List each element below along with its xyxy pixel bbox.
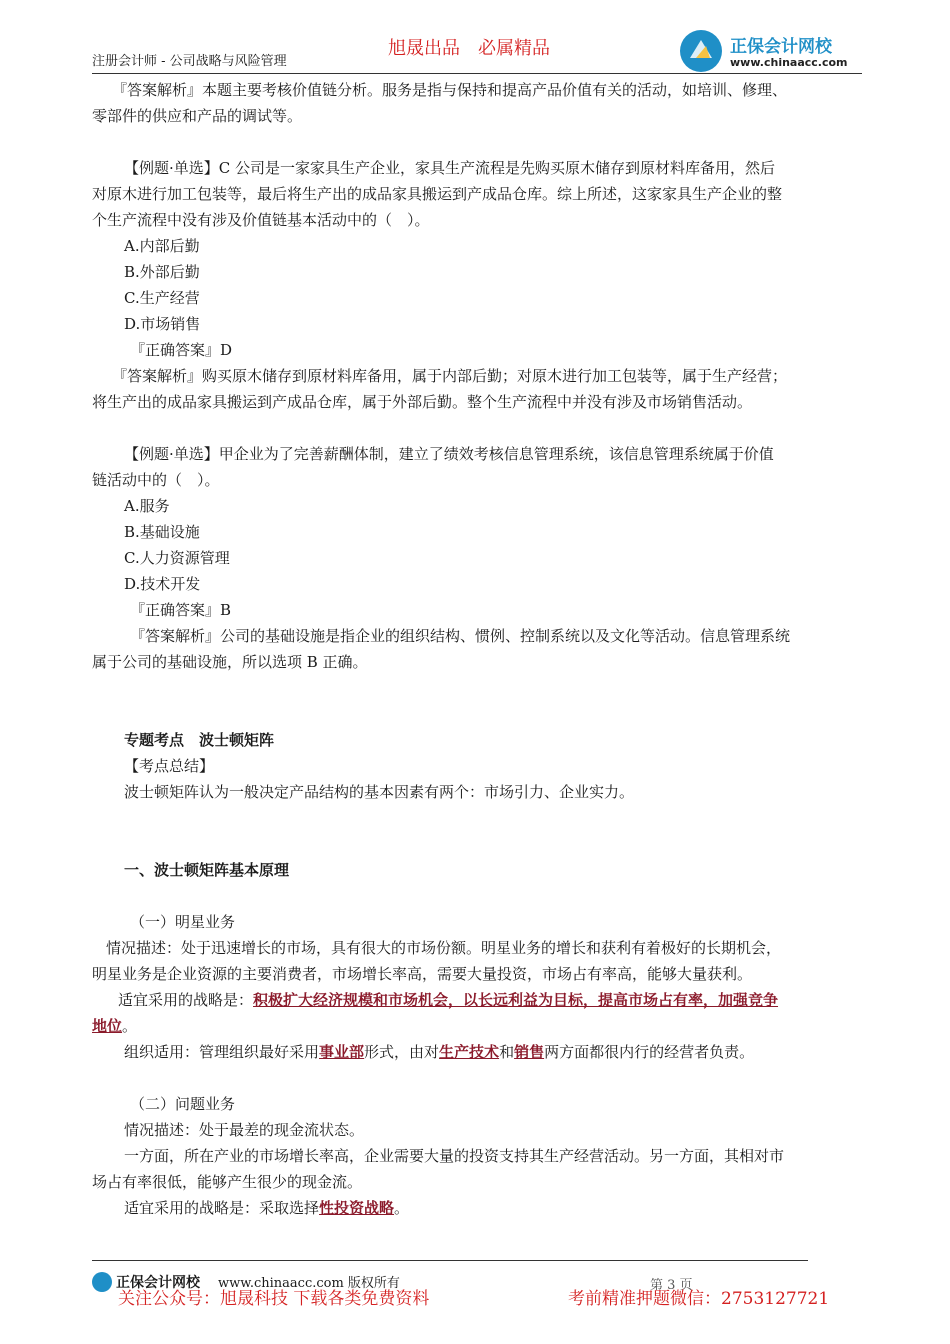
question-2-explanation: 『答案解析』公司的基础设施是指企业的组织结构、惯例、控制系统以及文化等活动。信息管理系统 — [130, 627, 791, 645]
strategy-highlight: 积极扩大经济规模和市场机会，以长远利益为目标，提高市场占有率，加强竞争 — [253, 991, 779, 1009]
topic-title: 专题考点 波士顿矩阵 — [124, 731, 275, 749]
question-2-stem-2: 链活动中的（ ）。 — [92, 471, 220, 489]
question-business-desc: 情况描述：处于最差的现金流状态。 — [124, 1121, 365, 1139]
brand-logo — [680, 30, 870, 74]
question-1-option-d: D.市场销售 — [124, 315, 201, 333]
footer-brand: 正保会计网校 — [116, 1275, 200, 1291]
question-2-option-a: A.服务 — [124, 497, 170, 515]
org-highlight-division: 事业部 — [319, 1043, 365, 1061]
q-strategy-label: 适宜采用的战略是：采取选择 — [124, 1199, 320, 1217]
topic-summary: 波士顿矩阵认为一般决定产品结构的基本因素有两个：市场引力、企业实力。 — [124, 783, 635, 801]
strategy-label: 适宜采用的战略是： — [118, 991, 254, 1009]
footer-promo-left[interactable]: 关注公众号：旭晟科技 下载各类免费资料 — [118, 1289, 430, 1309]
footer-promo-right[interactable]: 考前精准押题微信：2753127721 — [568, 1289, 830, 1309]
org-highlight-tech: 生产技术 — [439, 1043, 500, 1061]
question-1-option-a: A.内部后勤 — [124, 237, 200, 255]
question-business-desc-3: 场占有率很低，能够产生很少的现金流。 — [92, 1173, 363, 1191]
star-business-org — [124, 1042, 754, 1062]
question-2-option-c: C.人力资源管理 — [124, 549, 230, 567]
header-doc-title: 注册会计师 - 公司战略与风险管理 — [92, 54, 287, 69]
question-1-explanation: 『答案解析』购买原木储存到原材料库备用，属于内部后勤；对原木进行加工包装等，属于生产经营； — [112, 367, 788, 385]
org-end: 两方面都很内行的经营者负责。 — [544, 1043, 755, 1061]
question-1-option-c: C.生产经营 — [124, 289, 200, 307]
footer-page-number: 第 3 页 — [650, 1278, 693, 1293]
header-slogan: 旭晟出品 必属精品 — [388, 38, 550, 59]
star-business-strategy-cont — [92, 1016, 137, 1036]
question-1-explanation-2: 将生产出的成品家具搬运到产成品仓库，属于外部后勤。整个生产流程中并没有涉及市场销售活动。 — [92, 393, 753, 411]
question-2-option-b: B.基础设施 — [124, 523, 200, 541]
q-strategy-highlight: 性投资战略 — [319, 1199, 395, 1217]
footer-logo-icon — [92, 1272, 112, 1292]
question-2-stem: 【例题·单选】甲企业为了完善薪酬体制，建立了绩效考核信息管理系统，该信息管理系统属于价值 — [124, 445, 774, 463]
question-1-stem: 【例题·单选】C 公司是一家家具生产企业，家具生产流程是先购买原木储存到原材料库备用，然后 — [124, 159, 776, 177]
question-1-stem-2: 对原木进行加工包装等，最后将生产出的成品家具搬运到产成品仓库。综上所述，这家家具生产企业的整 — [92, 185, 783, 203]
question-2-explanation-2: 属于公司的基础设施，所以选项 B 正确。 — [92, 653, 368, 671]
question-1-option-b: B.外部后勤 — [124, 263, 200, 281]
section-1-title: 一、波士顿矩阵基本原理 — [124, 861, 290, 879]
org-and: 和 — [499, 1043, 515, 1061]
question-business-desc-2: 一方面，所在产业的市场增长率高，企业需要大量的投资支持其生产经营活动。另一方面，其相对市 — [124, 1147, 785, 1165]
footer-rule — [92, 1260, 808, 1261]
header-rule — [92, 73, 862, 74]
question-business-strategy — [124, 1198, 409, 1218]
answer-explanation: 『答案解析』本题主要考核价值链分析。服务是指与保持和提高产品价值有关的活动，如培训、修理、 — [112, 81, 788, 99]
question-1-answer: 『正确答案』D — [130, 341, 233, 359]
org-highlight-sales: 销售 — [514, 1043, 545, 1061]
question-2-option-d: D.技术开发 — [124, 575, 201, 593]
star-business-desc: 情况描述：处于迅速增长的市场，具有很大的市场份额。明星业务的增长和获利有着极好的长期机会， — [106, 939, 782, 957]
question-business-title: （二）问题业务 — [130, 1095, 236, 1113]
answer-explanation-cont: 零部件的供应和产品的调试等。 — [92, 107, 303, 125]
star-business-desc-2: 明星业务是企业资源的主要消费者，市场增长率高，需要大量投资，市场占有率高，能够大量获利。 — [92, 965, 753, 983]
star-business-strategy — [118, 990, 778, 1010]
question-2-answer: 『正确答案』B — [130, 601, 232, 619]
strategy-end: 。 — [122, 1017, 138, 1035]
star-business-title: （一）明星业务 — [130, 913, 236, 931]
topic-summary-label: 【考点总结】 — [124, 757, 215, 775]
org-label: 组织适用：管理组织最好采用 — [124, 1043, 320, 1061]
q-strategy-end: 。 — [394, 1199, 410, 1217]
brand-name: 正保会计网校 — [730, 37, 832, 57]
footer-copyright: www.chinaacc.com 版权所有 — [218, 1276, 400, 1291]
strategy-highlight-cont: 地位 — [92, 1017, 123, 1035]
org-text: 形式，由对 — [364, 1043, 440, 1061]
logo-circle-icon — [680, 30, 722, 72]
question-1-stem-3: 个生产流程中没有涉及价值链基本活动中的（ ）。 — [92, 211, 430, 229]
brand-url: www.chinaacc.com — [730, 56, 848, 69]
